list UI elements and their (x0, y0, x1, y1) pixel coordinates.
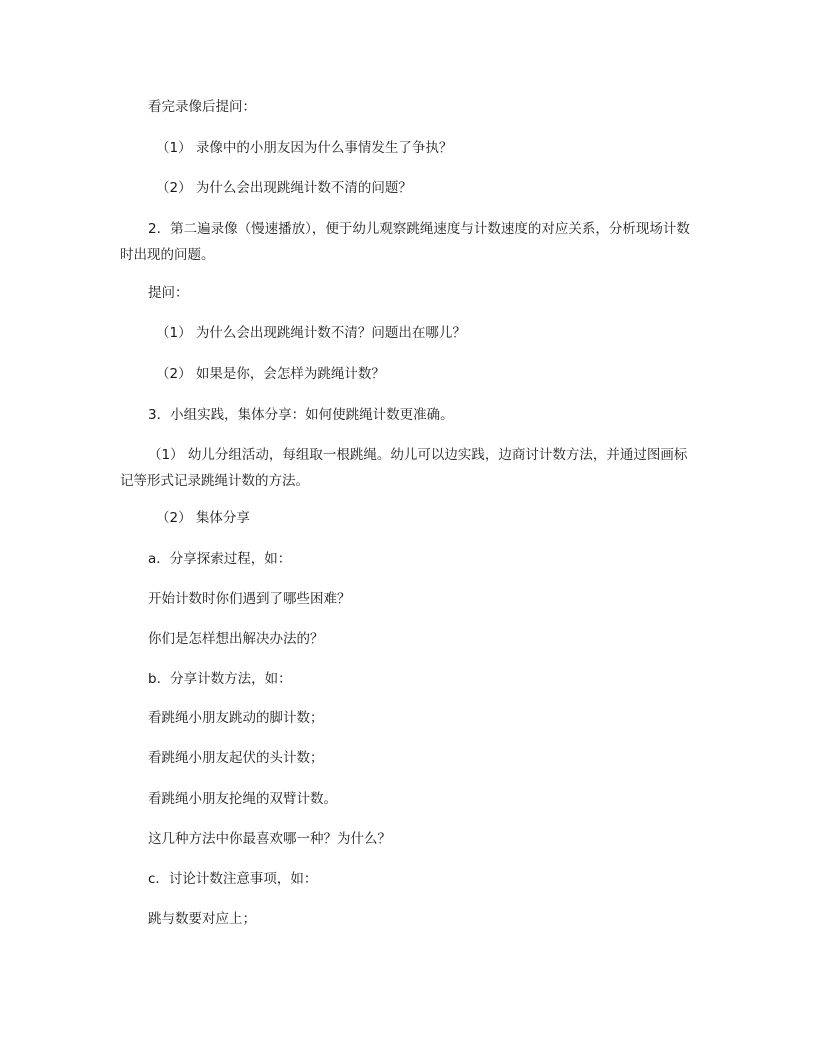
paragraph: 看跳绳小朋友跳动的脚计数； (148, 710, 324, 726)
paragraph: 看完录像后提问： (148, 99, 256, 115)
paragraph: 跳与数要对应上； (148, 911, 256, 927)
paragraph-text: （1） 幼儿分组活动，每组取一根跳绳。幼儿可以边实践，边商讨计数方法，并通过图画标记等形式记录跳绳计数的方法。 (120, 447, 688, 489)
paragraph-text: 2．第二遍录像（慢速播放），便于幼儿观察跳绳速度与计数速度的对应关系，分析现场计数时出现的问题。 (120, 221, 690, 263)
paragraph: （2） 集体分享 (156, 510, 250, 526)
paragraph: （2） 如果是你，会怎样为跳绳计数？ (156, 366, 385, 382)
paragraph: （2） 为什么会出现跳绳计数不清的问题？ (156, 180, 412, 196)
paragraph: c．讨论计数注意事项，如： (148, 871, 318, 887)
paragraph: a．分享探索过程，如： (148, 551, 292, 567)
paragraph: 这几种方法中你最喜欢哪一种？为什么？ (148, 831, 391, 847)
paragraph: 看跳绳小朋友抡绳的双臂计数。 (148, 791, 337, 807)
paragraph: （1） 录像中的小朋友因为什么事情发生了争执？ (156, 140, 453, 156)
paragraph: 提问： (148, 285, 189, 301)
paragraph: b．分享计数方法，如： (148, 671, 292, 687)
paragraph: 3．小组实践，集体分享：如何使跳绳计数更准确。 (148, 407, 454, 423)
paragraph: 你们是怎样想出解决办法的？ (148, 631, 324, 647)
paragraph (120, 216, 695, 268)
paragraph (120, 442, 695, 494)
paragraph: （1） 为什么会出现跳绳计数不清？问题出在哪儿？ (156, 325, 466, 341)
paragraph: 开始计数时你们遇到了哪些困难？ (148, 591, 351, 607)
paragraph: 看跳绳小朋友起伏的头计数； (148, 750, 324, 766)
